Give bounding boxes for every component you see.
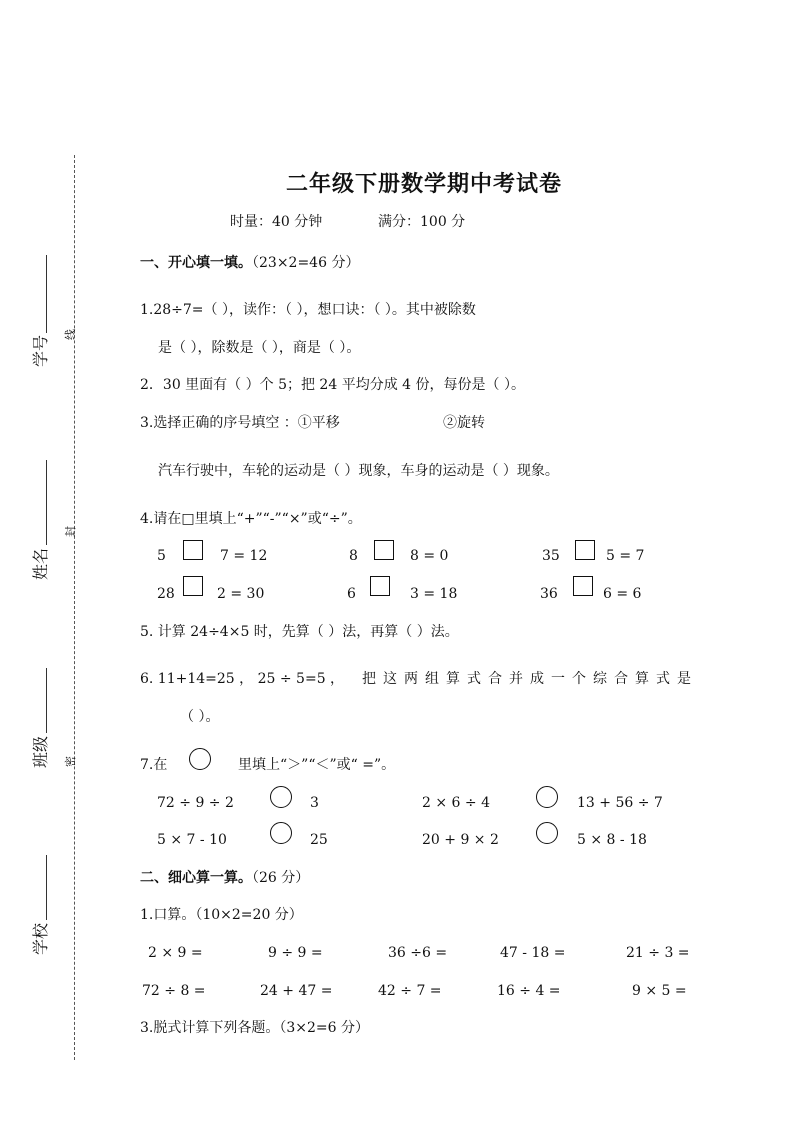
section-2-question-3: 3.脱式计算下列各题。（3×2=6 分）	[140, 1020, 369, 1036]
student-id-label: 学号	[31, 334, 50, 367]
question-6-line-1: 6. 11+14=25 ， 25 ÷ 5=5 ，	[140, 671, 345, 687]
student-name-line	[46, 460, 47, 545]
school-label: 学校	[31, 922, 50, 955]
q7-item-4-right: 5 × 8 - 18	[577, 832, 647, 848]
question-3: 3.选择正确的序号填空 ：①平移	[140, 415, 340, 431]
seal-char-seal: 封	[64, 526, 77, 537]
q7-item-3-right: 25	[310, 832, 328, 848]
answer-circle[interactable]	[270, 822, 292, 844]
question-1-line-2: 是（ ），除数是（ ），商是（ ）。	[158, 340, 361, 356]
q4-item-6-left: 36	[540, 586, 558, 602]
answer-circle[interactable]	[536, 786, 558, 808]
q4-item-2-right: 8 = 0	[410, 548, 449, 564]
student-name-label: 姓名	[31, 547, 50, 580]
question-3-option-2: ②旋转	[443, 415, 485, 431]
q4-item-5-left: 6	[347, 586, 356, 602]
mental-calc-2: 9 ÷ 9 =	[268, 945, 323, 961]
answer-box[interactable]	[573, 576, 593, 596]
full-score: 满分：100 分	[378, 214, 466, 230]
binding-dashed-line	[74, 155, 75, 1060]
mental-calc-10: 9 × 5 =	[632, 983, 687, 999]
q4-item-6-right: 6 = 6	[603, 586, 642, 602]
seal-char-line: 线	[64, 329, 77, 340]
school-line	[46, 855, 47, 920]
q4-item-1-left: 5	[157, 548, 166, 564]
mental-calc-5: 21 ÷ 3 =	[626, 945, 690, 961]
answer-box[interactable]	[183, 540, 203, 560]
section-1-heading: 一、开心填一填。	[140, 255, 252, 271]
seal-char-secret: 密	[64, 756, 77, 767]
q4-item-3-left: 35	[542, 548, 560, 564]
page-title: 二年级下册数学期中考试卷	[286, 172, 563, 197]
class-line	[46, 668, 47, 733]
q4-item-4-right: 2 = 30	[217, 586, 265, 602]
question-5: 5. 计算 24÷4×5 时，先算（ ）法，再算（ ）法。	[140, 624, 459, 640]
q4-item-3-right: 5 = 7	[606, 548, 645, 564]
q7-item-2-right: 13 + 56 ÷ 7	[577, 795, 663, 811]
q4-item-4-left: 28	[157, 586, 175, 602]
section-2-question-1: 1.口算。（10×2=20 分）	[140, 907, 303, 923]
section-2-points: （26 分）	[252, 870, 310, 886]
q7-item-1-right: 3	[310, 795, 319, 811]
section-1-points: （23×2=46 分）	[252, 255, 360, 271]
section-1-header	[140, 256, 359, 270]
time-limit: 时量：40 分钟	[230, 214, 323, 230]
mental-calc-4: 47 - 18 =	[500, 945, 566, 961]
mental-calc-7: 24 + 47 =	[260, 983, 333, 999]
mental-calc-8: 42 ÷ 7 =	[378, 983, 442, 999]
mental-calc-6: 72 ÷ 8 =	[142, 983, 206, 999]
section-2-header	[140, 871, 309, 885]
q7-item-3-left: 5 × 7 - 10	[157, 832, 227, 848]
question-3-line-2: 汽车行驶中，车轮的运动是（ ）现象，车身的运动是（ ）现象。	[158, 463, 559, 479]
q7-item-1-left: 72 ÷ 9 ÷ 2	[157, 795, 234, 811]
question-7-suffix: 里填上“＞”“＜”或“ =”。	[238, 757, 396, 773]
answer-box[interactable]	[575, 540, 595, 560]
q7-item-2-left: 2 × 6 ÷ 4	[422, 795, 490, 811]
answer-circle[interactable]	[270, 786, 292, 808]
question-4: 4.请在□里填上“+”“-”“×”或“÷”。	[140, 511, 362, 527]
question-6-line-1b: 把这两组算式合并成一个综合算式是	[362, 671, 698, 687]
answer-box[interactable]	[370, 576, 390, 596]
mental-calc-3: 36 ÷6 =	[388, 945, 448, 961]
q4-item-2-left: 8	[349, 548, 358, 564]
q4-item-1-right: 7 = 12	[220, 548, 268, 564]
question-2: 2．30 里面有（ ）个 5；把 24 平均分成 4 份，每份是（ ）。	[140, 377, 525, 393]
answer-box[interactable]	[374, 540, 394, 560]
question-1-line-1: 1.28÷7=（ ），读作：（ ），想口诀：（ ）。其中被除数	[140, 302, 476, 318]
answer-box[interactable]	[183, 576, 203, 596]
answer-circle[interactable]	[536, 822, 558, 844]
q7-item-4-left: 20 + 9 × 2	[422, 832, 499, 848]
class-label: 班级	[31, 735, 50, 768]
q4-item-5-right: 3 = 18	[410, 586, 458, 602]
section-2-heading: 二、细心算一算。	[140, 870, 252, 886]
question-7-prefix: 7.在	[140, 757, 168, 773]
circle-symbol	[189, 748, 211, 770]
student-id-line	[46, 255, 47, 333]
question-6-line-2: （ ）。	[180, 709, 220, 725]
mental-calc-9: 16 ÷ 4 =	[497, 983, 561, 999]
mental-calc-1: 2 × 9 =	[148, 945, 203, 961]
